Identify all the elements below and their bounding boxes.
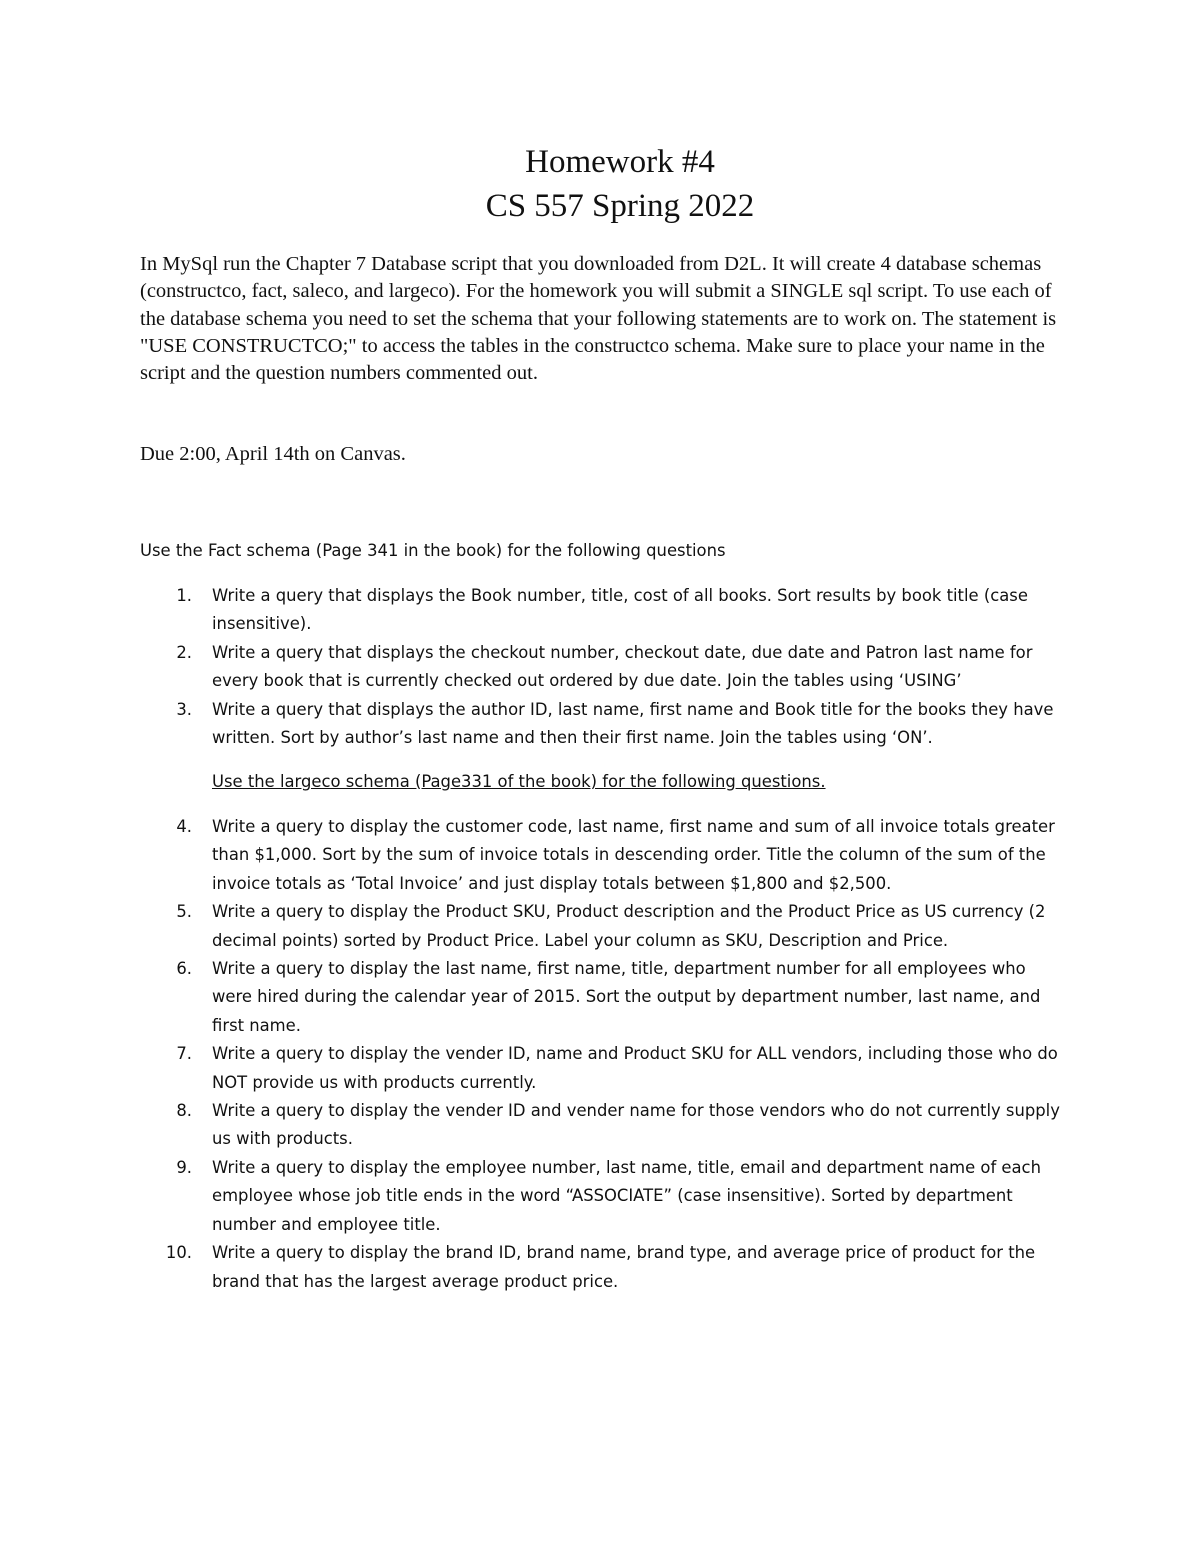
question-number: 9. bbox=[176, 1157, 192, 1177]
largeco-section-heading: Use the largeco schema (Page331 of the book) for the following questions. bbox=[212, 772, 826, 791]
title-line-homework: Homework #4 bbox=[525, 144, 715, 180]
question-list-fact bbox=[140, 582, 1070, 752]
due-date: Due 2:00, April 14th on Canvas. bbox=[140, 443, 406, 465]
question-number: 10. bbox=[165, 1243, 192, 1263]
question-number: 7. bbox=[176, 1044, 192, 1064]
question-text: Write a query to display the brand ID, brand name, brand type, and average price of product for the brand that has the largest average product price. bbox=[212, 1243, 1036, 1291]
question-text: Write a query to display the vender ID and vender name for those vendors who do not currently supply us with products. bbox=[212, 1101, 1060, 1149]
question-item bbox=[140, 1239, 1070, 1296]
question-text: Write a query to display the customer code, last name, first name and sum of all invoice totals greater than $1,000. Sort by the sum of invoice totals in descending order. Title the column of the sum of the invoice totals as ‘Total Invoice’ and just display totals between $1,800 and $2,500. bbox=[212, 817, 1055, 893]
question-item bbox=[140, 1154, 1070, 1239]
question-text: Write a query to display the last name, first name, title, department number for all employees who were hired during the calendar year of 2015. Sort the output by department number, last name, and first name. bbox=[212, 959, 1041, 1035]
question-item bbox=[140, 898, 1070, 955]
question-number: 6. bbox=[176, 959, 192, 979]
intro-text: In MySql run the Chapter 7 Database script that you downloaded from D2L. It will create 4 database schemas (constructco, fact, saleco, and largeco). For the homework you will submit a SINGLE sql script. To use each of the database schema you need to set the schema that your following statements are to work on. The statement is "USE CONSTRUCTCO;" to access the tables in the constructco schema. Make sure to place your name in the script and the question numbers commented out. bbox=[140, 253, 1057, 385]
question-item bbox=[140, 582, 1070, 639]
document-title bbox=[0, 140, 1200, 228]
question-number: 5. bbox=[176, 902, 192, 922]
question-item bbox=[140, 1097, 1070, 1154]
question-item bbox=[140, 813, 1070, 898]
question-number: 4. bbox=[176, 817, 192, 836]
question-text: Write a query that displays the author ID, last name, first name and Book title for the books they have written. Sort by author’s last name and then their first name. Join the tables using ‘ON’. bbox=[212, 699, 1054, 748]
title-line-course: CS 557 Spring 2022 bbox=[485, 188, 755, 224]
question-item bbox=[140, 955, 1070, 1040]
fact-section-intro: Use the Fact schema (Page 341 in the book) for the following questions bbox=[140, 541, 726, 560]
question-number: 8. bbox=[176, 1101, 192, 1121]
question-text: Write a query that displays the Book number, title, cost of all books. Sort results by book title (case insensitive). bbox=[212, 586, 1028, 634]
question-text: Write a query to display the Product SKU, Product description and the Product Price as US currency (2 decimal points) sorted by Product Price. Label your column as SKU, Description and Price. bbox=[212, 902, 1046, 950]
question-number: 1. bbox=[176, 586, 192, 605]
question-number: 2. bbox=[176, 642, 192, 662]
question-number: 3. bbox=[176, 699, 192, 719]
question-list-largeco bbox=[140, 813, 1070, 1296]
question-text: Write a query to display the vender ID, name and Product SKU for ALL vendors, including those who do NOT provide us with products currently. bbox=[212, 1044, 1058, 1092]
question-item bbox=[140, 696, 1070, 753]
intro-paragraph bbox=[140, 251, 1070, 387]
question-item bbox=[140, 1040, 1070, 1097]
question-text: Write a query that displays the checkout number, checkout date, due date and Patron last name for every book that is currently checked out ordered by due date. Join the tables using ‘USING’ bbox=[212, 642, 1033, 691]
question-item bbox=[140, 639, 1070, 696]
question-text: Write a query to display the employee number, last name, title, email and department name of each employee whose job title ends in the word “ASSOCIATE” (case insensitive). Sorted by department number and employee title. bbox=[212, 1157, 1041, 1234]
